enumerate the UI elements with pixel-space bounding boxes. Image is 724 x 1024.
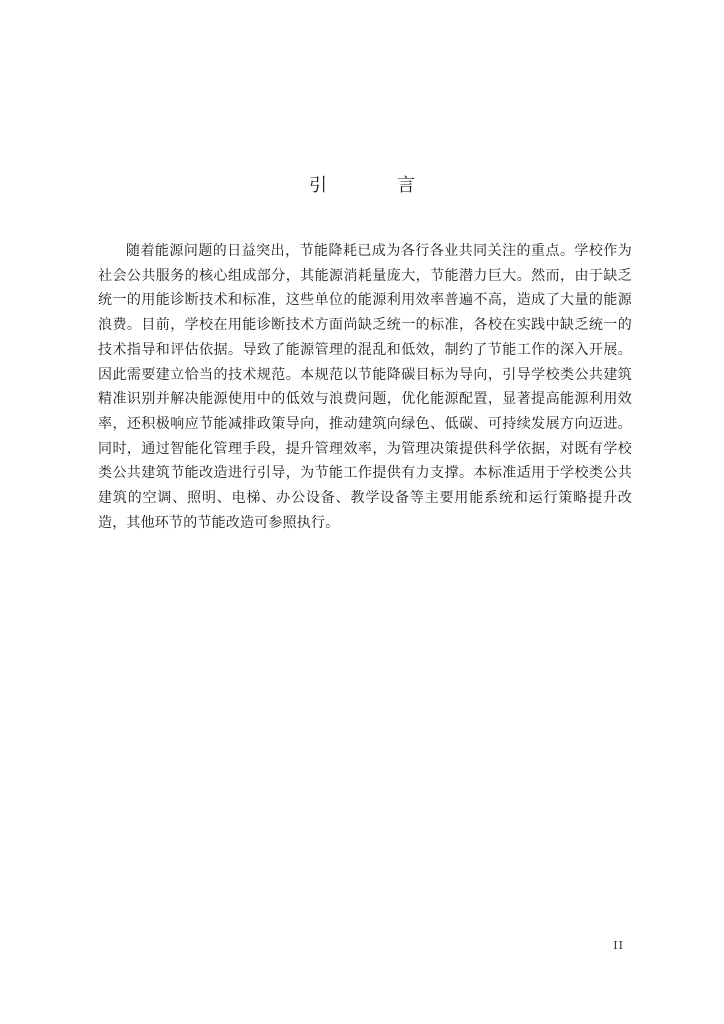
page-number: II (613, 939, 624, 952)
body-paragraph: 随着能源问题的日益突出，节能降耗已成为各行各业共同关注的重点。学校作为社会公共服务的核心组成部分，其能源消耗量庞大，节能潜力巨大。然而，由于缺乏统一的用能诊断技术和标准，这些单位的能源利用效率普遍不高，造成了大量的能源浪费。目前，学校在用能诊断技术方面尚缺乏统一的标准，各校在实践中缺乏统一的技术指导和评估依据。导致了能源管理的混乱和低效，制约了节能工作的深入开展。因此需要建立恰当的技术规范。本规范以节能降碳目标为导向，引导学校类公共建筑精准识别并解决能源使用中的低效与浪费问题，优化能源配置，显著提高能源利用效率，还积极响应节能减排政策导向，推动建筑向绿色、低碳、可持续发展方向迈进。同时，通过智能化管理手段，提升管理效率，为管理决策提供科学依据，对既有学校类公共建筑节能改造进行引导，为节能工作提供有力支撑。本标准适用于学校类公共建筑的空调、照明、电梯、办公设备、教学设备等主要用能系统和运行策略提升改造，其他环节的节能改造可参照执行。 (98, 243, 632, 531)
page-title: 引 言 (309, 175, 441, 196)
